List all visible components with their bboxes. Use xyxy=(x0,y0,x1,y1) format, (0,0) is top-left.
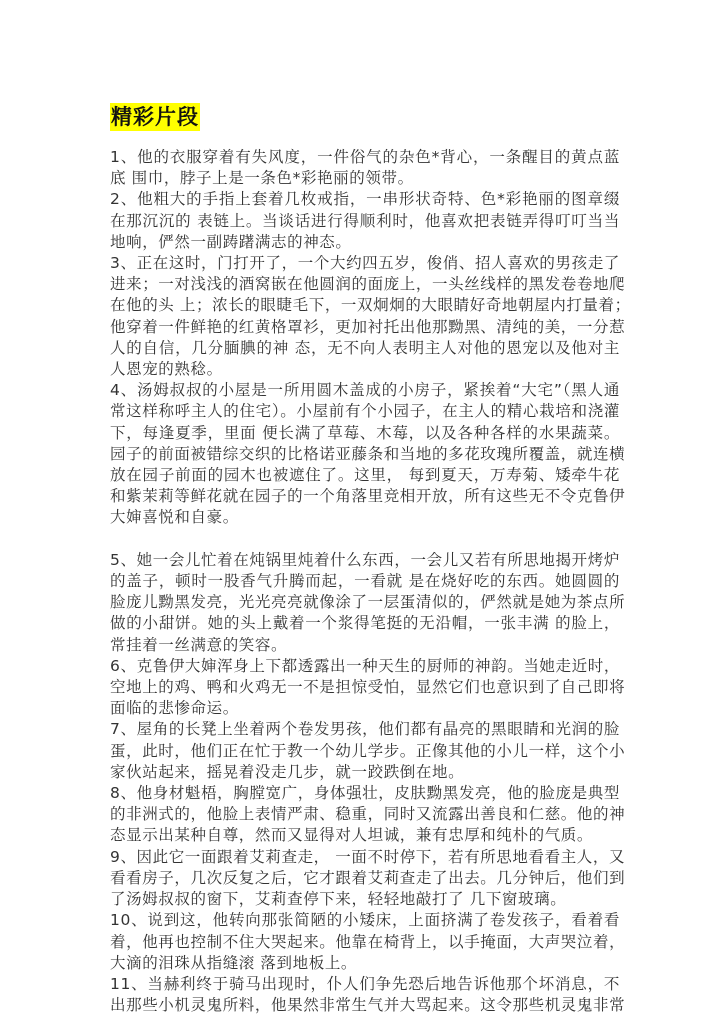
excerpt-paragraph xyxy=(110,847,630,911)
text-line: 放在园子前面的园木也被遮住了。这里， 每到夏天，万寿菊、矮牵牛花 xyxy=(110,466,620,485)
excerpt-paragraph xyxy=(110,719,630,783)
text-line: 3、正在这时，门打开了，一个大约四五岁，俊俏、招人喜欢的男孩走了 xyxy=(110,254,620,273)
text-line: 常这样称呼主人的住宅）。小屋前有个小园子，在主人的精心栽培和浇灌 xyxy=(110,402,620,421)
excerpt-paragraph xyxy=(110,783,630,847)
excerpt-paragraph xyxy=(110,656,630,720)
text-line: 2、他粗大的手指上套着几枚戒指，一串形状奇特、色*彩艳丽的图章缀 xyxy=(110,190,620,209)
text-line: 5、她一会儿忙着在炖锅里炖着什么东西，一会儿又若有所思地揭开烤炉 xyxy=(110,550,620,569)
text-line: 家伙站起来，摇晃着没走几步，就一跤跌倒在地。 xyxy=(110,762,465,781)
excerpt-paragraph xyxy=(110,189,630,253)
text-line: 7、屋角的长凳上坐着两个卷发男孩，他们都有晶亮的黑眼睛和光润的脸 xyxy=(110,720,620,739)
excerpt-paragraph xyxy=(110,974,630,1016)
text-line: 进来；一对浅浅的酒窝嵌在他圆润的面庞上，一头丝线样的黑发卷卷地爬 xyxy=(110,275,626,294)
text-line: 底 围巾，脖子上是一条色*彩艳丽的领带。 xyxy=(110,169,414,188)
text-line: 了汤姆叔叔的窗下，艾莉查停下来，轻轻地敲打了 几下窗玻璃。 xyxy=(110,890,567,909)
excerpt-paragraph xyxy=(110,253,630,380)
text-line: 态显示出某种自尊，然而又显得对人坦诚，兼有忠厚和纯朴的气质。 xyxy=(110,826,594,845)
excerpt-paragraph xyxy=(110,910,630,974)
text-line: 大婶喜悦和自豪。 xyxy=(110,508,239,527)
text-line: 9、因此它一面跟着艾莉查走， 一面不时停下，若有所思地看看主人，又 xyxy=(110,847,626,866)
text-line: 面临的悲惨命运。 xyxy=(110,699,239,718)
text-line: 人恩宠的熟稔。 xyxy=(110,360,223,379)
text-line: 地响，俨然一副踌躇满志的神态。 xyxy=(110,232,352,251)
section-title: 精彩片段 xyxy=(111,105,199,129)
text-line: 11、当赫利终于骑马出现时，仆人们争先恐后地告诉他那个坏消息，不 xyxy=(110,974,620,993)
text-line: 6、克鲁伊大婶浑身上下都透露出一种天生的厨师的神韵。当她走近时， xyxy=(110,656,620,675)
text-line: 在那沉沉的 表链上。当谈话进行得顺利时，他喜欢把表链弄得叮叮当当 xyxy=(110,211,620,230)
excerpt-paragraph xyxy=(110,380,630,528)
text-line: 1、他的衣服穿着有失风度，一件俗气的杂色*背心，一条醒目的黄点蓝 xyxy=(110,148,620,166)
text-line: 园子的前面被错综交织的比格诺亚藤条和当地的多花玫瑰所覆盖，就连横 xyxy=(110,444,626,463)
text-line: 着，他再也控制不住大哭起来。他靠在椅背上，以手掩面，大声哭泣着， xyxy=(110,932,626,951)
text-line: 10、说到这，他转向那张简陋的小矮床，上面挤满了卷发孩子，看着看 xyxy=(110,911,620,930)
text-line: 空地上的鸡、鸭和火鸡无一不是担惊受怕，显然它们也意识到了自己即将 xyxy=(110,678,626,697)
text-line: 的非洲式的，他脸上表情严肃、稳重，同时又流露出善良和仁慈。他的神 xyxy=(110,805,626,824)
excerpt-paragraph xyxy=(110,147,630,189)
text-line: 在他的头 上；浓长的眼睫毛下，一双炯炯的大眼睛好奇地朝屋内打量着； xyxy=(110,296,631,315)
text-line: 和紫茉莉等鲜花就在园子的一个角落里竞相开放，所有这些无不令克鲁伊 xyxy=(110,487,626,506)
text-line: 脸庞儿黝黑发亮，光光亮亮就像涂了一层蛋清似的，俨然就是她为茶点所 xyxy=(110,593,626,612)
excerpt-paragraph xyxy=(110,550,630,656)
text-line: 常挂着一丝满意的笑容。 xyxy=(110,635,288,654)
text-line: 8、他身材魁梧，胸膛宽广，身体强壮，皮肤黝黑发亮，他的脸庞是典型 xyxy=(110,784,620,803)
text-line: 出那些小机灵鬼所料，他果然非常生气并大骂起来。这令那些机灵鬼非常 xyxy=(110,996,626,1015)
text-line: 4、汤姆叔叔的小屋是一所用圆木盖成的小房子，紧挨着“大宅”（黑人通 xyxy=(110,381,620,400)
text-line: 的盖子，顿时一股香气升腾而起，一看就 是在烧好吃的东西。她圆圆的 xyxy=(110,572,620,591)
text-line: 下，每逢夏季，里面 便长满了草莓、木莓，以及各种各样的水果蔬菜。 xyxy=(110,423,620,442)
text-line: 做的小甜饼。她的头上戴着一个浆得笔挺的无沿帽，一张丰满 的脸上， xyxy=(110,614,620,633)
paragraph-gap xyxy=(110,529,630,550)
document-body xyxy=(110,147,630,1016)
text-line: 大滴的泪珠从指缝滚 落到地板上。 xyxy=(110,953,358,972)
text-line: 他穿着一件鲜艳的红黄格罩衫，更加衬托出他那黝黑、清纯的美，一分惹 xyxy=(110,317,626,336)
text-line: 看看房子，几次反复之后，它才跟着艾莉查走了出去。几分钟后，他们到 xyxy=(110,868,626,887)
text-line: 人的自信，几分腼腆的神 态，无不向人表明主人对他的恩宠以及他对主 xyxy=(110,338,620,357)
text-line: 蛋，此时，他们正在忙于教一个幼儿学步。正像其他的小儿一样，这个小 xyxy=(110,741,626,760)
